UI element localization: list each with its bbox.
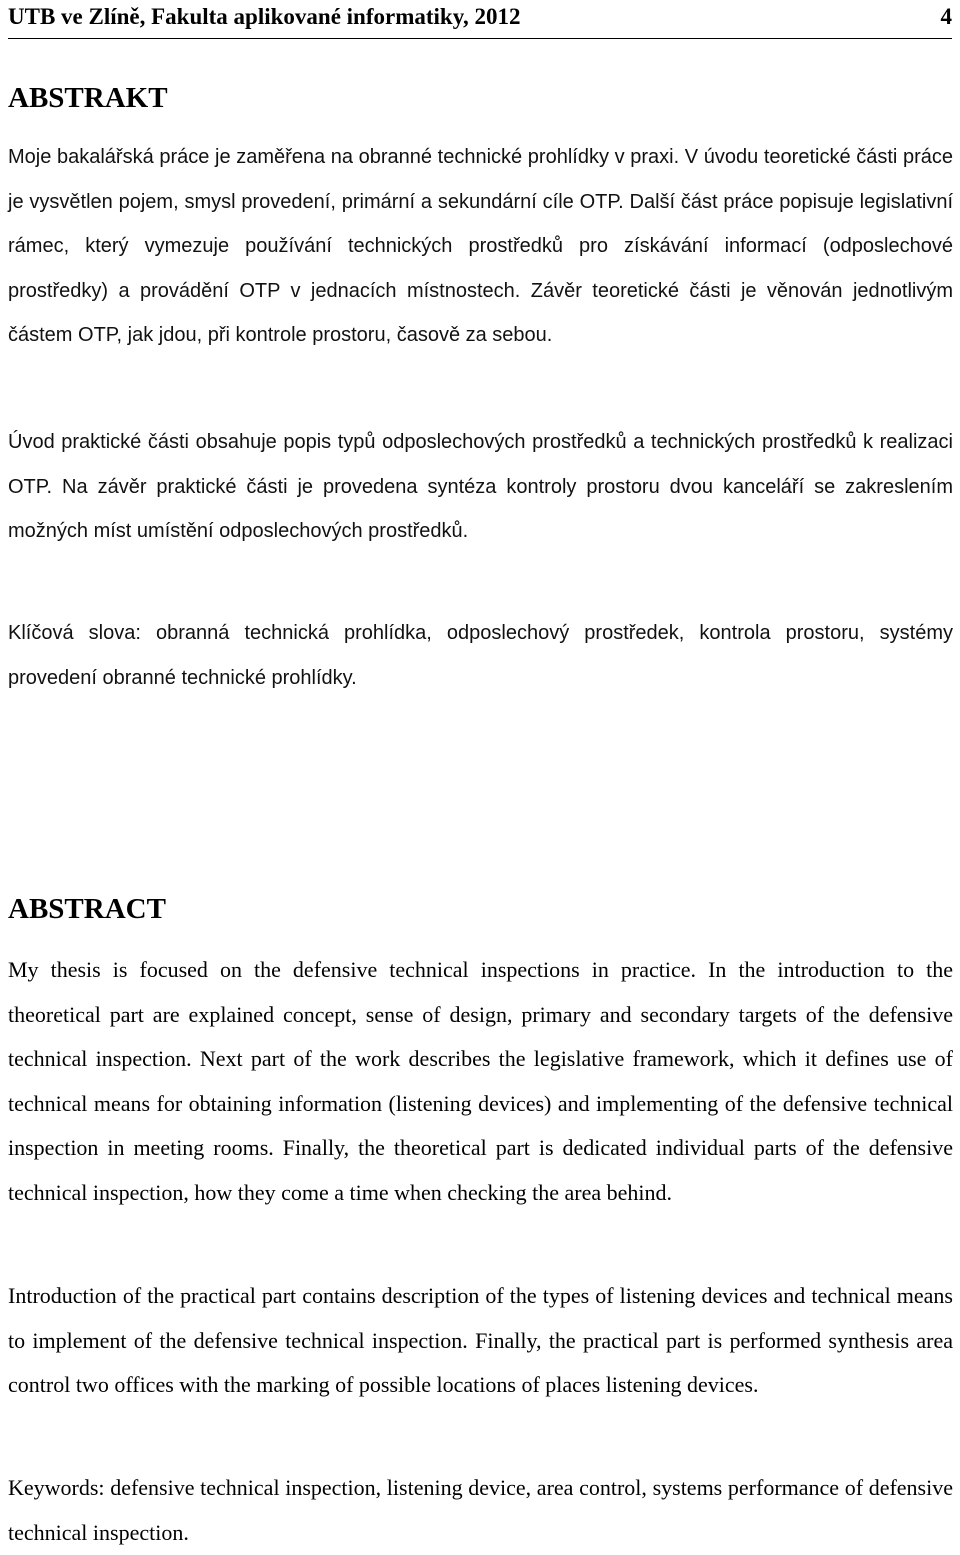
page-number: 4 xyxy=(940,4,952,29)
abstract-heading: ABSTRACT xyxy=(8,893,166,925)
abstrakt-paragraph: Moje bakalářská práce je zaměřena na obranné technické prohlídky v praxi. V úvodu teoretické části práce je vysvětlen pojem, smysl provedení, primární a sekundární cíle OTP. Další část práce popisuje legislativní rámec, který vymezuje používání technických prostředků pro získávání informací (odposlechové prostředky) a provádění OTP v jednacích místnostech. Závěr teoretické části je věnován jednotlivým částem OTP, jak jdou, při kontrole prostoru, časově za sebou. xyxy=(8,146,953,347)
header-title: UTB ve Zlíně, Fakulta aplikované informatiky, 2012 xyxy=(8,4,521,29)
abstrakt-paragraph: Úvod praktické části obsahuje popis typů odposlechových prostředků a technických prostředků k realizaci OTP. Na závěr praktické části je provedena syntéza kontroly prostoru dvou kanceláří se zakreslením možných míst umístění odposlechových prostředků. xyxy=(8,431,953,543)
abstract-keywords: Keywords: defensive technical inspection, listening device, area control, systems performance of defensive technical inspection. xyxy=(8,1475,953,1545)
abstrakt-keywords: Klíčová slova: obranná technická prohlídka, odposlechový prostředek, kontrola prostoru, systémy provedení obranné technické prohlídky. xyxy=(8,622,953,689)
running-header xyxy=(8,2,952,32)
abstrakt-heading: ABSTRAKT xyxy=(8,82,168,114)
header-rule xyxy=(8,38,952,39)
abstract-paragraph: My thesis is focused on the defensive technical inspections in practice. In the introduction to the theoretical part are explained concept, sense of design, primary and secondary targets of the defensive technical inspection. Next part of the work describes the legislative framework, which it defines use of technical means for obtaining information (listening devices) and implementing of the defensive technical inspection in meeting rooms. Finally, the theoretical part is dedicated individual parts of the defensive technical inspection, how they come a time when checking the area behind. xyxy=(8,957,953,1205)
abstract-paragraph: Introduction of the practical part contains description of the types of listening devices and technical means to implement of the defensive technical inspection. Finally, the practical part is performed synthesis area control two offices with the marking of possible locations of places listening devices. xyxy=(8,1283,953,1398)
